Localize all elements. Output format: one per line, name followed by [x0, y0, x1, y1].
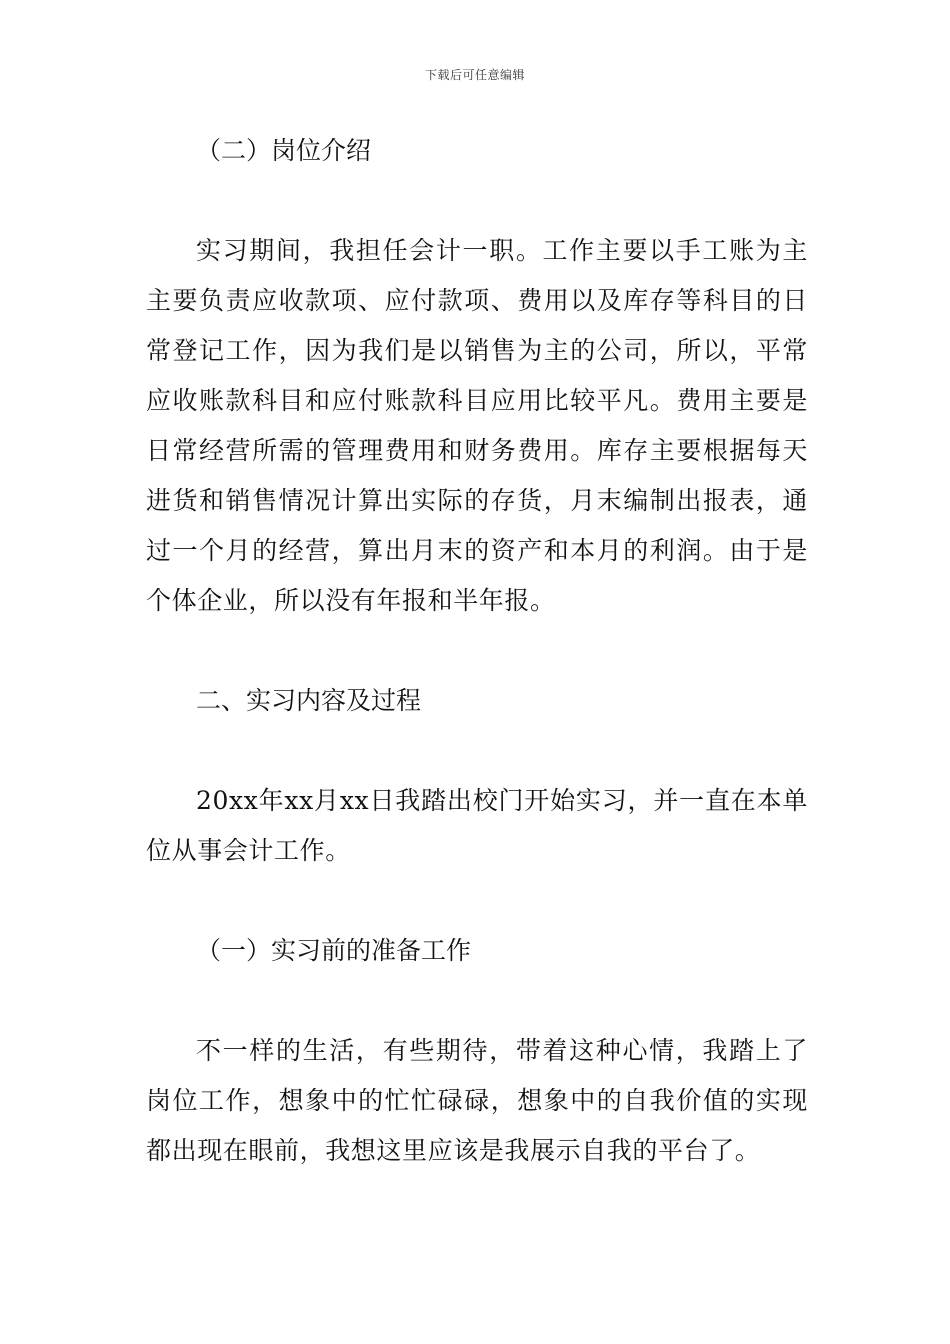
page-header: 下载后可任意编辑 [424, 68, 525, 82]
document-body [146, 126, 808, 1176]
spacer [146, 176, 808, 226]
spacer [146, 976, 808, 1026]
paragraph-preparation: 不一样的生活，有些期待，带着这种心情，我踏上了岗位工作，想象中的忙忙碌碌，想象中的自我价值的实现都出现在眼前，我想这里应该是我展示自我的平台了。 [146, 1036, 808, 1165]
section-heading-job-intro: （二）岗位介绍 [196, 136, 372, 165]
spacer [146, 876, 808, 926]
section-heading-internship-content: 二、实习内容及过程 [196, 686, 422, 715]
spacer [146, 726, 808, 776]
section-heading-preparation: （一）实习前的准备工作 [196, 936, 472, 965]
paragraph-job-description: 实习期间，我担任会计一职。工作主要以手工账为主主要负责应收款项、应付款项、费用以及库存等科目的日常登记工作，因为我们是以销售为主的公司，所以，平常应收账款科目和应付账款科目应用比较平凡。费用主要是日常经营所需的管理费用和财务费用。库存主要根据每天进货和销售情况计算出实际的存货，月末编制出报表，通过一个月的经营，算出月末的资产和本月的利润。由于是个体企业，所以没有年报和半年报。 [146, 236, 808, 615]
paragraph-internship-start: 20xx年xx月xx日我踏出校门开始实习，并一直在本单位从事会计工作。 [146, 786, 808, 865]
spacer [146, 626, 808, 676]
